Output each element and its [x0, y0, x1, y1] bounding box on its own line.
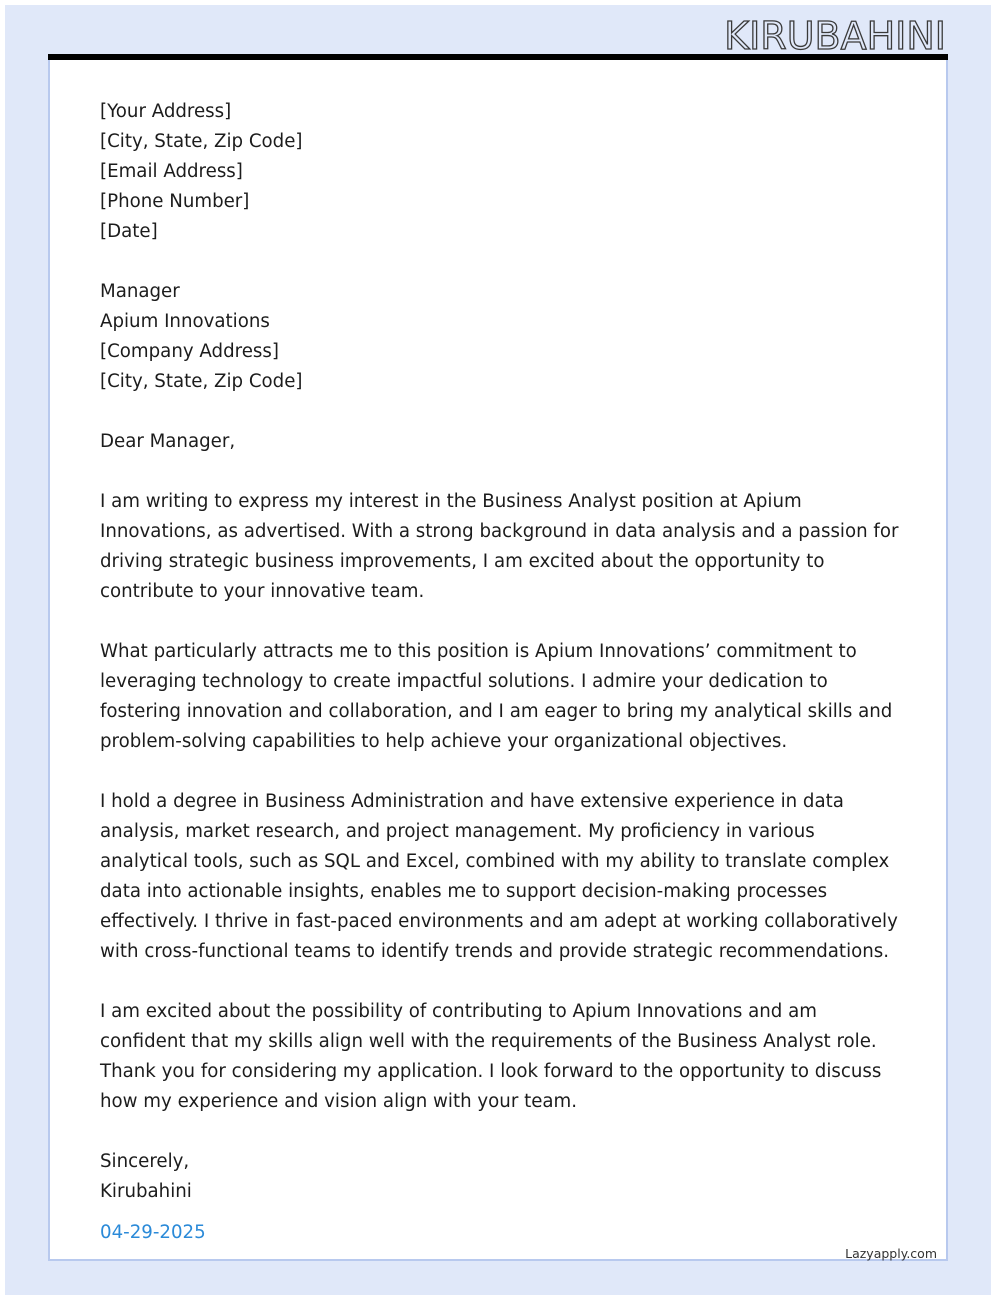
sender-date: [Date] — [100, 221, 158, 242]
paragraph-motivation: What particularly attracts me to this position is Apium Innovations’ commitment to leveraging technology to create impactful solutions. I admire your dedication to fostering innovation and collaboration, and I am eager to bring my analytical skills and problem-solving capabilities to help achieve your organizational objectives. — [100, 641, 893, 752]
sender-block — [100, 97, 900, 247]
recipient-address: [Company Address] — [100, 341, 279, 362]
sender-phone: [Phone Number] — [100, 191, 250, 212]
cover-letter-body — [100, 97, 900, 1207]
sender-address: [Your Address] — [100, 101, 232, 122]
recipient-company: Apium Innovations — [100, 311, 270, 332]
sender-city-state-zip: [City, State, Zip Code] — [100, 131, 303, 152]
recipient-city-state-zip: [City, State, Zip Code] — [100, 371, 303, 392]
watermark-text: Lazyapply.com — [845, 1246, 937, 1261]
recipient-block — [100, 277, 900, 397]
sender-email: [Email Address] — [100, 161, 243, 182]
valediction: Sincerely, — [100, 1151, 190, 1172]
signature: Kirubahini — [100, 1181, 192, 1202]
recipient-title: Manager — [100, 281, 180, 302]
salutation: Dear Manager, — [100, 431, 236, 452]
paragraph-experience: I hold a degree in Business Administration and have extensive experience in data analysis, market research, and project management. My proficiency in various analytical tools, such as SQL and Excel, combined with my ability to translate complex data into actionable insights, enables me to support decision-making processes effectively. I thrive in fast-paced environments and am adept at working collaboratively with cross-functional teams to identify trends and provide strategic recommendations. — [100, 791, 898, 962]
footer-date: 04-29-2025 — [100, 1222, 206, 1243]
paragraph-intro: I am writing to express my interest in the Business Analyst position at Apium Innovations, as advertised. With a strong background in data analysis and a passion for driving strategic business improvements, I am excited about the opportunity to contribute to your innovative team. — [100, 491, 899, 602]
brand-name: KIRUBAHINI — [724, 14, 946, 58]
paragraph-closing: I am excited about the possibility of contributing to Apium Innovations and am confident that my skills align well with the requirements of the Business Analyst role. Thank you for considering my application. I look forward to the opportunity to discuss how my experience and vision align with your team. — [100, 1001, 882, 1112]
